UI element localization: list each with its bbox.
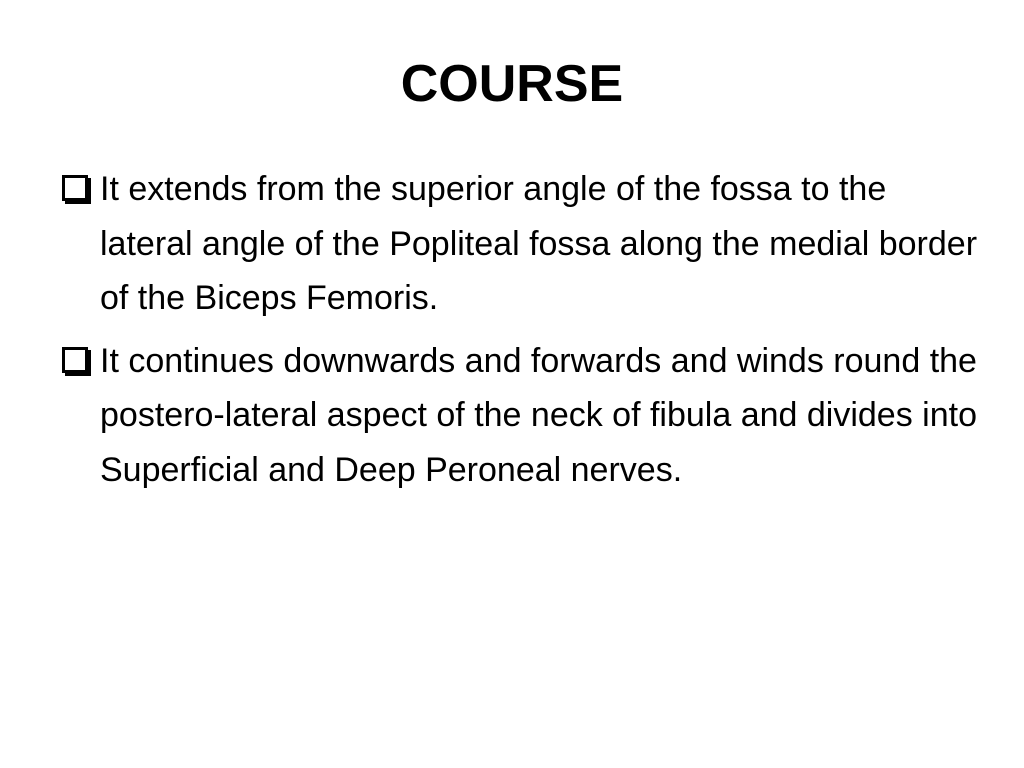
checkbox-square-icon: [62, 175, 88, 201]
bullet-text: It continues downwards and forwards and winds round the postero-lateral aspect of the neck of fibula and divides into Superficial and Deep Peroneal nerves.: [100, 341, 977, 489]
bullet-item: [58, 162, 978, 326]
checkbox-square-icon: [62, 347, 88, 373]
bullet-list: [58, 162, 978, 505]
bullet-item: [58, 334, 978, 498]
bullet-text: It extends from the superior angle of the fossa to the lateral angle of the Popliteal fossa along the medial border of the Biceps Femoris.: [100, 170, 978, 317]
slide-title: COURSE: [400, 55, 624, 113]
